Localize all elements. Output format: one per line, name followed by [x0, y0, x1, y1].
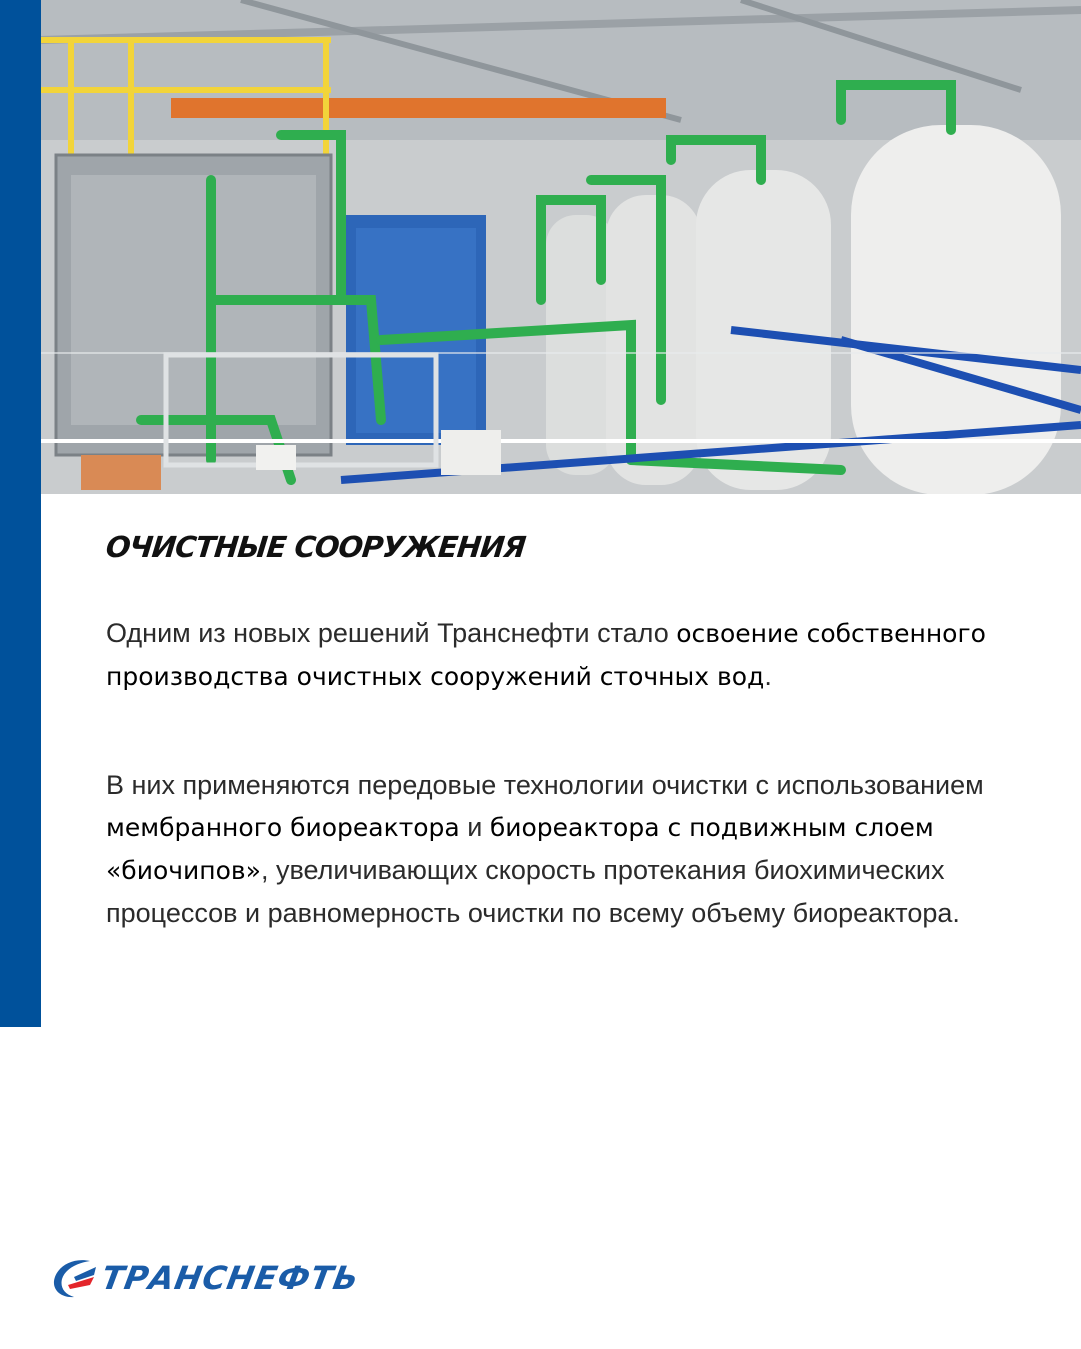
technology-text-1: В них применяются передовые технологии очистки с использованием — [106, 770, 984, 800]
main-content — [106, 530, 1036, 934]
intro-highlight: освоение собственного производства очистных сооружений сточных вод — [106, 619, 986, 691]
page-title: ОЧИСТНЫЕ СООРУЖЕНИЯ — [104, 530, 527, 564]
transneft-emblem-icon — [50, 1255, 98, 1301]
technology-text-2: и — [459, 812, 490, 842]
technology-text-3: , увеличивающих скорость протекания биохимических процессов и равномерность очистки по всему объему биореактора. — [106, 855, 960, 928]
intro-paragraph — [106, 612, 1036, 698]
logo-text: ТРАНСНЕФТЬ — [98, 1259, 363, 1297]
left-accent-bar — [0, 0, 41, 1027]
intro-text: Одним из новых решений Транснефти стало — [106, 618, 677, 648]
technology-paragraph — [106, 764, 1036, 934]
treatment-plant-photo — [41, 0, 1081, 494]
technology-highlight-2: биореактора с подвижным слоем «биочипов» — [106, 813, 934, 885]
intro-end: . — [764, 661, 772, 691]
technology-highlight-1: мембранного биореактора — [106, 813, 460, 842]
transneft-logo — [50, 1255, 363, 1301]
